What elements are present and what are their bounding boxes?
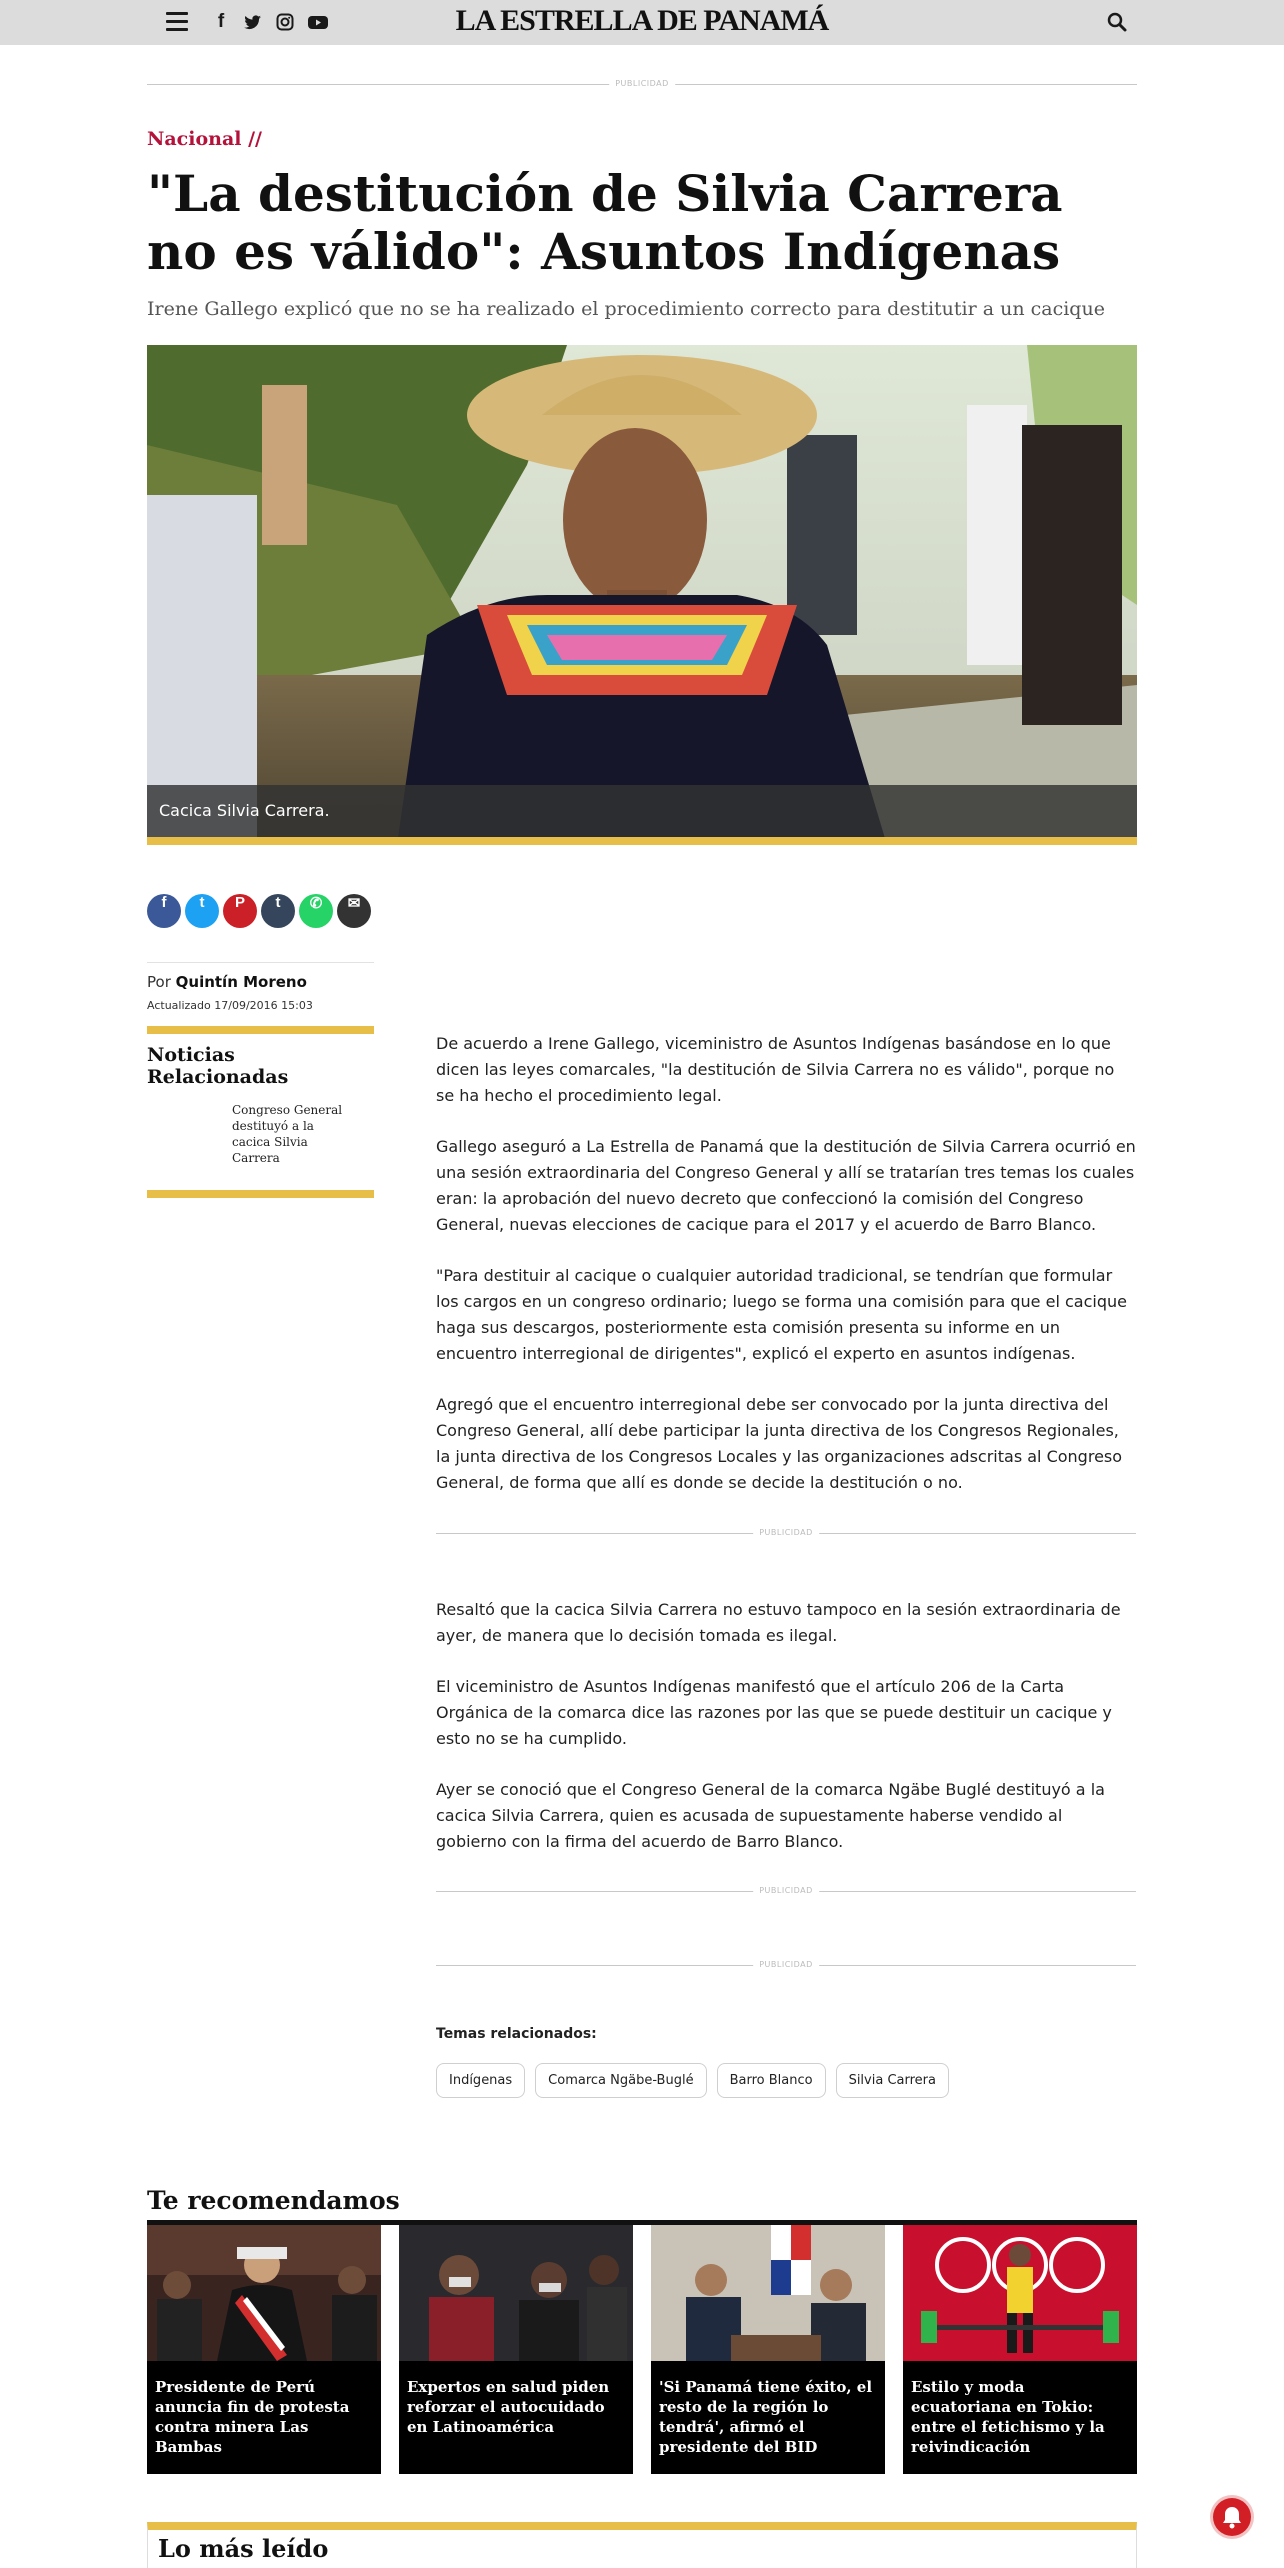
author-name[interactable]: Quintín Moreno	[175, 973, 307, 991]
image-caption: Cacica Silvia Carrera.	[147, 785, 1137, 837]
author-prefix: Por	[147, 973, 171, 991]
card-title[interactable]: Presidente de Perú anuncia fin de protesta contra minera Las Bambas	[155, 2378, 350, 2456]
updated-timestamp: Actualizado 17/09/2016 15:03	[147, 999, 313, 1012]
ad-placeholder-top	[147, 79, 1137, 89]
article-paragraph: "Para destituir al cacique o cualquier autoridad tradicional, se tendrían que formular los cargos en un congreso ordinario; luego se forma una comisión para que el cacique haga sus descargos, posteriormente esta comisión presenta su informe en un encuentro interregional de dirigentes", explicó el experto en asuntos indígenas.	[436, 1266, 1127, 1363]
facebook-icon[interactable]: f	[217, 11, 225, 32]
related-news-title: Noticias Relacionadas	[147, 1044, 289, 1088]
related-topics	[436, 2063, 949, 2098]
ad-placeholder-bottom-2	[436, 1960, 1136, 1970]
twitter-share-icon[interactable]: t	[185, 894, 219, 928]
card-title[interactable]: 'Si Panamá tiene éxito, el resto de la región lo tendrá', afirmó el presidente del BID	[659, 2378, 873, 2456]
ad-label: PUBLICIDAD	[753, 1960, 819, 1969]
notification-bell-icon[interactable]	[1213, 2498, 1251, 2536]
topic-tag[interactable]: Silvia Carrera	[836, 2063, 949, 2098]
article-title: "La destitución de Silvia Carrera no es válido": Asuntos Indígenas	[147, 164, 1063, 281]
related-news-item[interactable]: Congreso General destituyó a la cacica Silvia Carrera	[232, 1103, 343, 1165]
hero-photo	[147, 345, 1137, 845]
article-body-part-2	[436, 1597, 1136, 1880]
tumblr-share-icon[interactable]: t	[261, 894, 295, 928]
topic-tag[interactable]: Indígenas	[436, 2063, 525, 2098]
recommendation-card[interactable]	[903, 2225, 1137, 2474]
article-paragraph: De acuerdo a Irene Gallego, viceministro de Asuntos Indígenas basándose en lo que dicen las leyes comarcales, "la destitución de Silvia Carrera no es válido", porque no se ha hecho el procedimiento legal.	[436, 1034, 1115, 1105]
article-paragraph: Resaltó que la cacica Silvia Carrera no estuvo tampoco en la sesión extraordinaria de ayer, de manera que lo decisión tomada es ilegal.	[436, 1600, 1121, 1645]
recommendation-card[interactable]	[399, 2225, 633, 2474]
ad-placeholder-mid	[436, 1528, 1136, 1538]
topic-tag[interactable]: Barro Blanco	[717, 2063, 826, 2098]
article-paragraph: El viceministro de Asuntos Indígenas manifestó que el artículo 206 de la Carta Orgánica de la comarca dice las razones por las que se puede destituir un cacique y esto no se ha cumplido.	[436, 1677, 1112, 1748]
related-news	[147, 1026, 374, 1166]
card-thumbnail	[147, 2225, 381, 2361]
hero-image	[147, 345, 1137, 845]
whatsapp-share-icon[interactable]: ✆	[299, 894, 333, 928]
card-thumbnail	[399, 2225, 633, 2361]
card-thumbnail	[651, 2225, 885, 2361]
card-thumbnail	[903, 2225, 1137, 2361]
ad-placeholder-bottom-1	[436, 1886, 1136, 1896]
share-bar	[147, 894, 371, 928]
recommendations-grid	[147, 2225, 1137, 2474]
ad-label: PUBLICIDAD	[609, 79, 675, 88]
related-topics-title: Temas relacionados:	[436, 2026, 597, 2042]
facebook-share-icon[interactable]: f	[147, 894, 181, 928]
recommendation-card[interactable]	[651, 2225, 885, 2474]
article-paragraph: Gallego aseguró a La Estrella de Panamá que la destitución de Silvia Carrera ocurrió en una sesión extraordinaria del Congreso General y allí se tratarían tres temas los cuales eran: la aprobación del nuevo decreto que confeccionó la comisión del Congreso General, nuevas elecciones de cacique para el 2017 y el acuerdo de Barro Blanco.	[436, 1137, 1136, 1234]
top-navbar	[0, 0, 1284, 45]
recommendations-title: Te recomendamos	[147, 2186, 400, 2215]
ad-label: PUBLICIDAD	[753, 1528, 819, 1537]
article-body-part-1	[436, 1031, 1136, 1521]
article-paragraph: Agregó que el encuentro interregional debe ser convocado por la junta directiva del Congreso General, allí debe participar la junta directiva de los Congresos Regionales, la junta directiva de los Congresos Locales y las organizaciones adscritas al Congreso General, de forma que allí es donde se decide la destitución o no.	[436, 1395, 1123, 1492]
hero-accent-bar	[147, 837, 1137, 845]
recommendation-card[interactable]	[147, 2225, 381, 2474]
byline	[147, 973, 374, 991]
search-icon[interactable]	[1106, 11, 1128, 33]
email-share-icon[interactable]: ✉	[337, 894, 371, 928]
site-logo[interactable]: LA ESTRELLA DE PANAMÁ	[455, 4, 829, 37]
section-link[interactable]: Nacional //	[147, 128, 262, 150]
pinterest-share-icon[interactable]: P	[223, 894, 257, 928]
most-read-section	[147, 2522, 1137, 2568]
ad-label: PUBLICIDAD	[753, 1886, 819, 1895]
card-title[interactable]: Expertos en salud piden reforzar el autocuidado en Latinoamérica	[407, 2378, 610, 2436]
article-subtitle: Irene Gallego explicó que no se ha realizado el procedimiento correcto para destitutir a un cacique	[147, 298, 1105, 320]
divider	[147, 962, 374, 963]
article-paragraph: Ayer se conoció que el Congreso General de la comarca Ngäbe Buglé destituyó a la cacica Silvia Carrera, quien es acusada de supuestamente haberse vendido al gobierno con la firma del acuerdo de Barro Blanco.	[436, 1780, 1105, 1851]
card-title[interactable]: Estilo y moda ecuatoriana en Tokio: entre el fetichismo y la reivindicación	[911, 2378, 1105, 2456]
article-sidebar	[147, 962, 374, 1198]
related-news-bottom-bar	[147, 1190, 374, 1198]
topic-tag[interactable]: Comarca Ngäbe-Buglé	[535, 2063, 706, 2098]
most-read-title: Lo más leído	[158, 2534, 329, 2563]
